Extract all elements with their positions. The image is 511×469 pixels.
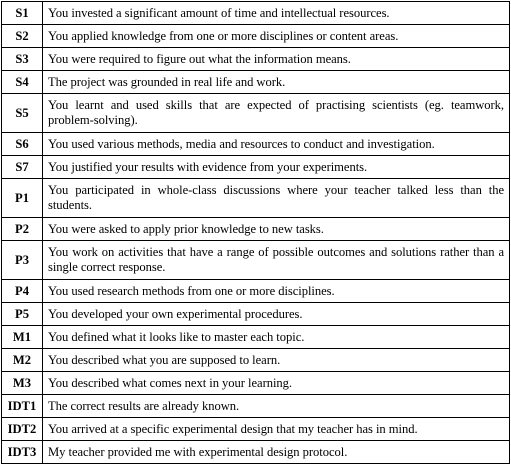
table-row — [2, 395, 510, 418]
item-text: You defined what it looks like to master each topic. — [43, 326, 510, 349]
table-row — [2, 418, 510, 441]
item-text: You used research methods from one or more disciplines. — [43, 280, 510, 303]
table-row — [2, 241, 510, 280]
table-row — [2, 94, 510, 133]
item-text: My teacher provided me with experimental design protocol. — [43, 441, 510, 464]
item-text: You developed your own experimental procedures. — [43, 303, 510, 326]
item-code: S7 — [2, 156, 43, 179]
item-code: P1 — [2, 179, 43, 218]
table-row — [2, 441, 510, 464]
item-text: You were required to figure out what the information means. — [43, 48, 510, 71]
table-row — [2, 326, 510, 349]
table-row — [2, 133, 510, 156]
table-row — [2, 25, 510, 48]
item-text: You arrived at a specific experimental design that my teacher has in mind. — [43, 418, 510, 441]
item-code: S5 — [2, 94, 43, 133]
survey-items-table — [1, 1, 510, 464]
item-code: M2 — [2, 349, 43, 372]
table-row — [2, 179, 510, 218]
item-code: S3 — [2, 48, 43, 71]
item-code: IDT3 — [2, 441, 43, 464]
item-text: You described what you are supposed to learn. — [43, 349, 510, 372]
table-row — [2, 349, 510, 372]
table-row — [2, 303, 510, 326]
item-text: You were asked to apply prior knowledge to new tasks. — [43, 218, 510, 241]
item-text: You justified your results with evidence from your experiments. — [43, 156, 510, 179]
item-code: IDT1 — [2, 395, 43, 418]
item-text: You learnt and used skills that are expected of practising scientists (eg. teamwork, problem-solving). — [43, 94, 510, 133]
table-row — [2, 48, 510, 71]
item-text: You described what comes next in your learning. — [43, 372, 510, 395]
item-code: S1 — [2, 2, 43, 25]
table-row — [2, 71, 510, 94]
table-row — [2, 218, 510, 241]
item-code: P4 — [2, 280, 43, 303]
table-row — [2, 280, 510, 303]
item-text: The correct results are already known. — [43, 395, 510, 418]
item-code: S2 — [2, 25, 43, 48]
item-code: IDT2 — [2, 418, 43, 441]
item-text: You work on activities that have a range of possible outcomes and solutions rather than a single correct response. — [43, 241, 510, 280]
table-row — [2, 156, 510, 179]
item-code: M3 — [2, 372, 43, 395]
item-code: M1 — [2, 326, 43, 349]
item-code: P5 — [2, 303, 43, 326]
item-code: P3 — [2, 241, 43, 280]
table-row — [2, 372, 510, 395]
item-text: The project was grounded in real life and work. — [43, 71, 510, 94]
item-code: S6 — [2, 133, 43, 156]
item-text: You invested a significant amount of time and intellectual resources. — [43, 2, 510, 25]
item-text: You participated in whole-class discussions where your teacher talked less than the students. — [43, 179, 510, 218]
item-text: You used various methods, media and resources to conduct and investigation. — [43, 133, 510, 156]
item-text: You applied knowledge from one or more disciplines or content areas. — [43, 25, 510, 48]
item-code: S4 — [2, 71, 43, 94]
table-row — [2, 2, 510, 25]
item-code: P2 — [2, 218, 43, 241]
